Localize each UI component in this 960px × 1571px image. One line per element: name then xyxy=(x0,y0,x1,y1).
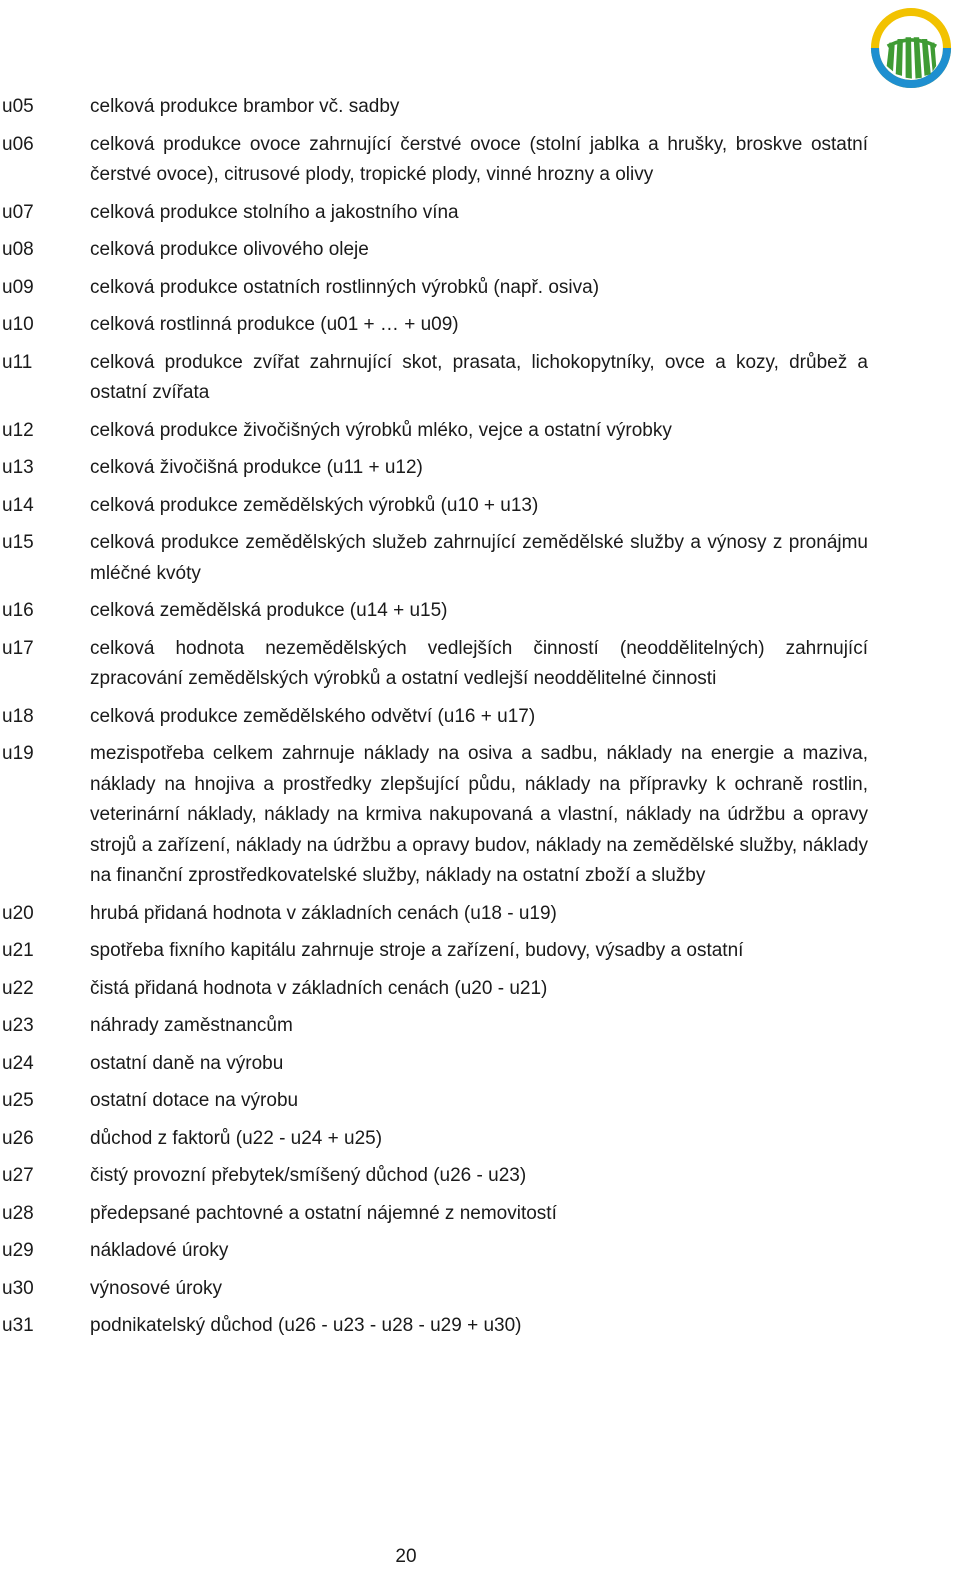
definitions-list xyxy=(0,92,960,1349)
definition-code: u20 xyxy=(2,902,34,924)
definition-text: podnikatelský důchod (u26 - u23 - u28 - u29 + u30) xyxy=(90,1315,522,1336)
definition-row xyxy=(0,1011,960,1042)
definition-code: u19 xyxy=(2,743,34,764)
definition-code: u24 xyxy=(2,1052,34,1074)
definition-text: celková produkce stolního a jakostního vína xyxy=(90,201,459,223)
definition-text: celková zemědělská produkce (u14 + u15) xyxy=(90,600,448,621)
definition-row xyxy=(0,1124,960,1155)
definition-code: u27 xyxy=(2,1165,34,1186)
definition-row xyxy=(0,974,960,1005)
definition-row xyxy=(0,739,960,892)
definition-row xyxy=(0,453,960,484)
definition-code: u08 xyxy=(2,239,34,260)
definition-code: u25 xyxy=(2,1090,34,1111)
definition-code: u22 xyxy=(2,977,34,999)
definition-code: u29 xyxy=(2,1240,34,1261)
definition-text: spotřeba fixního kapitálu zahrnuje stroje a zařízení, budovy, výsadby a ostatní xyxy=(90,940,744,961)
definition-text: celková rostlinná produkce (u01 + … + u09) xyxy=(90,314,459,335)
definition-text: celková produkce zemědělských výrobků (u10 + u13) xyxy=(90,494,539,516)
definition-text: čistá přidaná hodnota v základních cenách (u20 - u21) xyxy=(90,977,548,999)
definition-code: u10 xyxy=(2,314,34,335)
definition-code: u05 xyxy=(2,96,34,117)
definition-code: u13 xyxy=(2,457,34,478)
definition-row xyxy=(0,1086,960,1117)
definition-code: u11 xyxy=(2,351,33,373)
definition-text: celková produkce olivového oleje xyxy=(90,239,369,260)
definition-row xyxy=(0,1236,960,1267)
definition-row xyxy=(0,528,960,589)
definition-row xyxy=(0,936,960,967)
definition-text: čistý provozní přebytek/smíšený důchod (u26 - u23) xyxy=(90,1165,527,1186)
definition-code: u18 xyxy=(2,705,34,727)
definition-code: u31 xyxy=(2,1315,34,1336)
definition-code: u16 xyxy=(2,600,34,621)
definition-row xyxy=(0,416,960,447)
definition-text: celková produkce ostatních rostlinných výrobků (např. osiva) xyxy=(90,276,600,298)
definition-text: celková produkce živočišných výrobků mléko, vejce a ostatní výrobky xyxy=(90,419,672,441)
definition-row xyxy=(0,702,960,733)
definition-text: celková produkce brambor vč. sadby xyxy=(90,96,400,117)
definition-code: u12 xyxy=(2,419,34,441)
definition-text: mezispotřeba celkem zahrnuje náklady na osiva a sadbu, náklady na energie a maziva, náklady na hnojiva a prostředky zlepšující půdu, náklady na přípravky k ochraně rostlin, veterinární náklady, náklady na krmiva nakupovaná a vlastní, náklady na údržbu a opravy strojů a zařízení, náklady na údržbu a opravy budov, náklady na zemědělské služby, náklady na finanční zprostředkovatelské služby, náklady na ostatní zboží a služby xyxy=(90,743,868,886)
definition-row xyxy=(0,92,960,123)
definition-text: celková produkce ovoce zahrnující čerstvé ovoce (stolní jablka a hrušky, broskve ostatní čerstvé ovoce), citrusové plody, tropické plody, vinné hrozny a olivy xyxy=(90,133,868,185)
definition-row xyxy=(0,1199,960,1230)
definition-code: u15 xyxy=(2,532,34,553)
definition-row xyxy=(0,1161,960,1192)
definition-code: u14 xyxy=(2,494,34,516)
definition-row xyxy=(0,1049,960,1080)
definition-text: náhrady zaměstnancům xyxy=(90,1015,293,1036)
definition-code: u09 xyxy=(2,276,34,298)
definition-text: výnosové úroky xyxy=(90,1277,223,1299)
definition-code: u21 xyxy=(2,940,34,961)
definition-text: důchod z faktorů (u22 - u24 + u25) xyxy=(90,1127,383,1149)
definition-row xyxy=(0,899,960,930)
definition-code: u17 xyxy=(2,637,34,659)
definition-row xyxy=(0,235,960,266)
definition-text: celková hodnota nezemědělských vedlejších činností (neoddělitelných) zahrnující zpracování zemědělských výrobků a ostatní vedlejší neoddělitelné činnosti xyxy=(90,637,868,689)
definition-text: hrubá přidaná hodnota v základních cenách (u18 - u19) xyxy=(90,902,557,924)
definition-row xyxy=(0,273,960,304)
definition-row xyxy=(0,1274,960,1305)
definition-text: celková produkce zemědělských služeb zahrnující zemědělské služby a výnosy z pronájmu mléčné kvóty xyxy=(90,532,868,584)
definition-text: ostatní dotace na výrobu xyxy=(90,1090,299,1111)
definition-row xyxy=(0,596,960,627)
definition-code: u23 xyxy=(2,1015,34,1036)
definition-text: ostatní daně na výrobu xyxy=(90,1052,284,1074)
definition-row xyxy=(0,1311,960,1342)
definition-text: nákladové úroky xyxy=(90,1240,229,1261)
definition-code: u30 xyxy=(2,1277,34,1299)
agricultural-field-logo-icon xyxy=(866,3,956,93)
definition-code: u26 xyxy=(2,1127,34,1149)
definition-code: u06 xyxy=(2,133,34,155)
definition-row xyxy=(0,491,960,522)
definition-row xyxy=(0,310,960,341)
definition-row xyxy=(0,130,960,191)
definition-text: celková produkce zvířat zahrnující skot, prasata, lichokopytníky, ovce a kozy, drůbež a ostatní zvířata xyxy=(90,351,868,403)
definition-row xyxy=(0,348,960,409)
definition-row xyxy=(0,198,960,229)
definition-code: u07 xyxy=(2,201,34,223)
page-number: 20 xyxy=(395,1546,417,1567)
definition-code: u28 xyxy=(2,1202,34,1224)
definition-text: celková živočišná produkce (u11 + u12) xyxy=(90,457,423,478)
definition-text: celková produkce zemědělského odvětví (u16 + u17) xyxy=(90,705,536,727)
definition-text: předepsané pachtovné a ostatní nájemné z nemovitostí xyxy=(90,1202,557,1224)
definition-row xyxy=(0,634,960,695)
